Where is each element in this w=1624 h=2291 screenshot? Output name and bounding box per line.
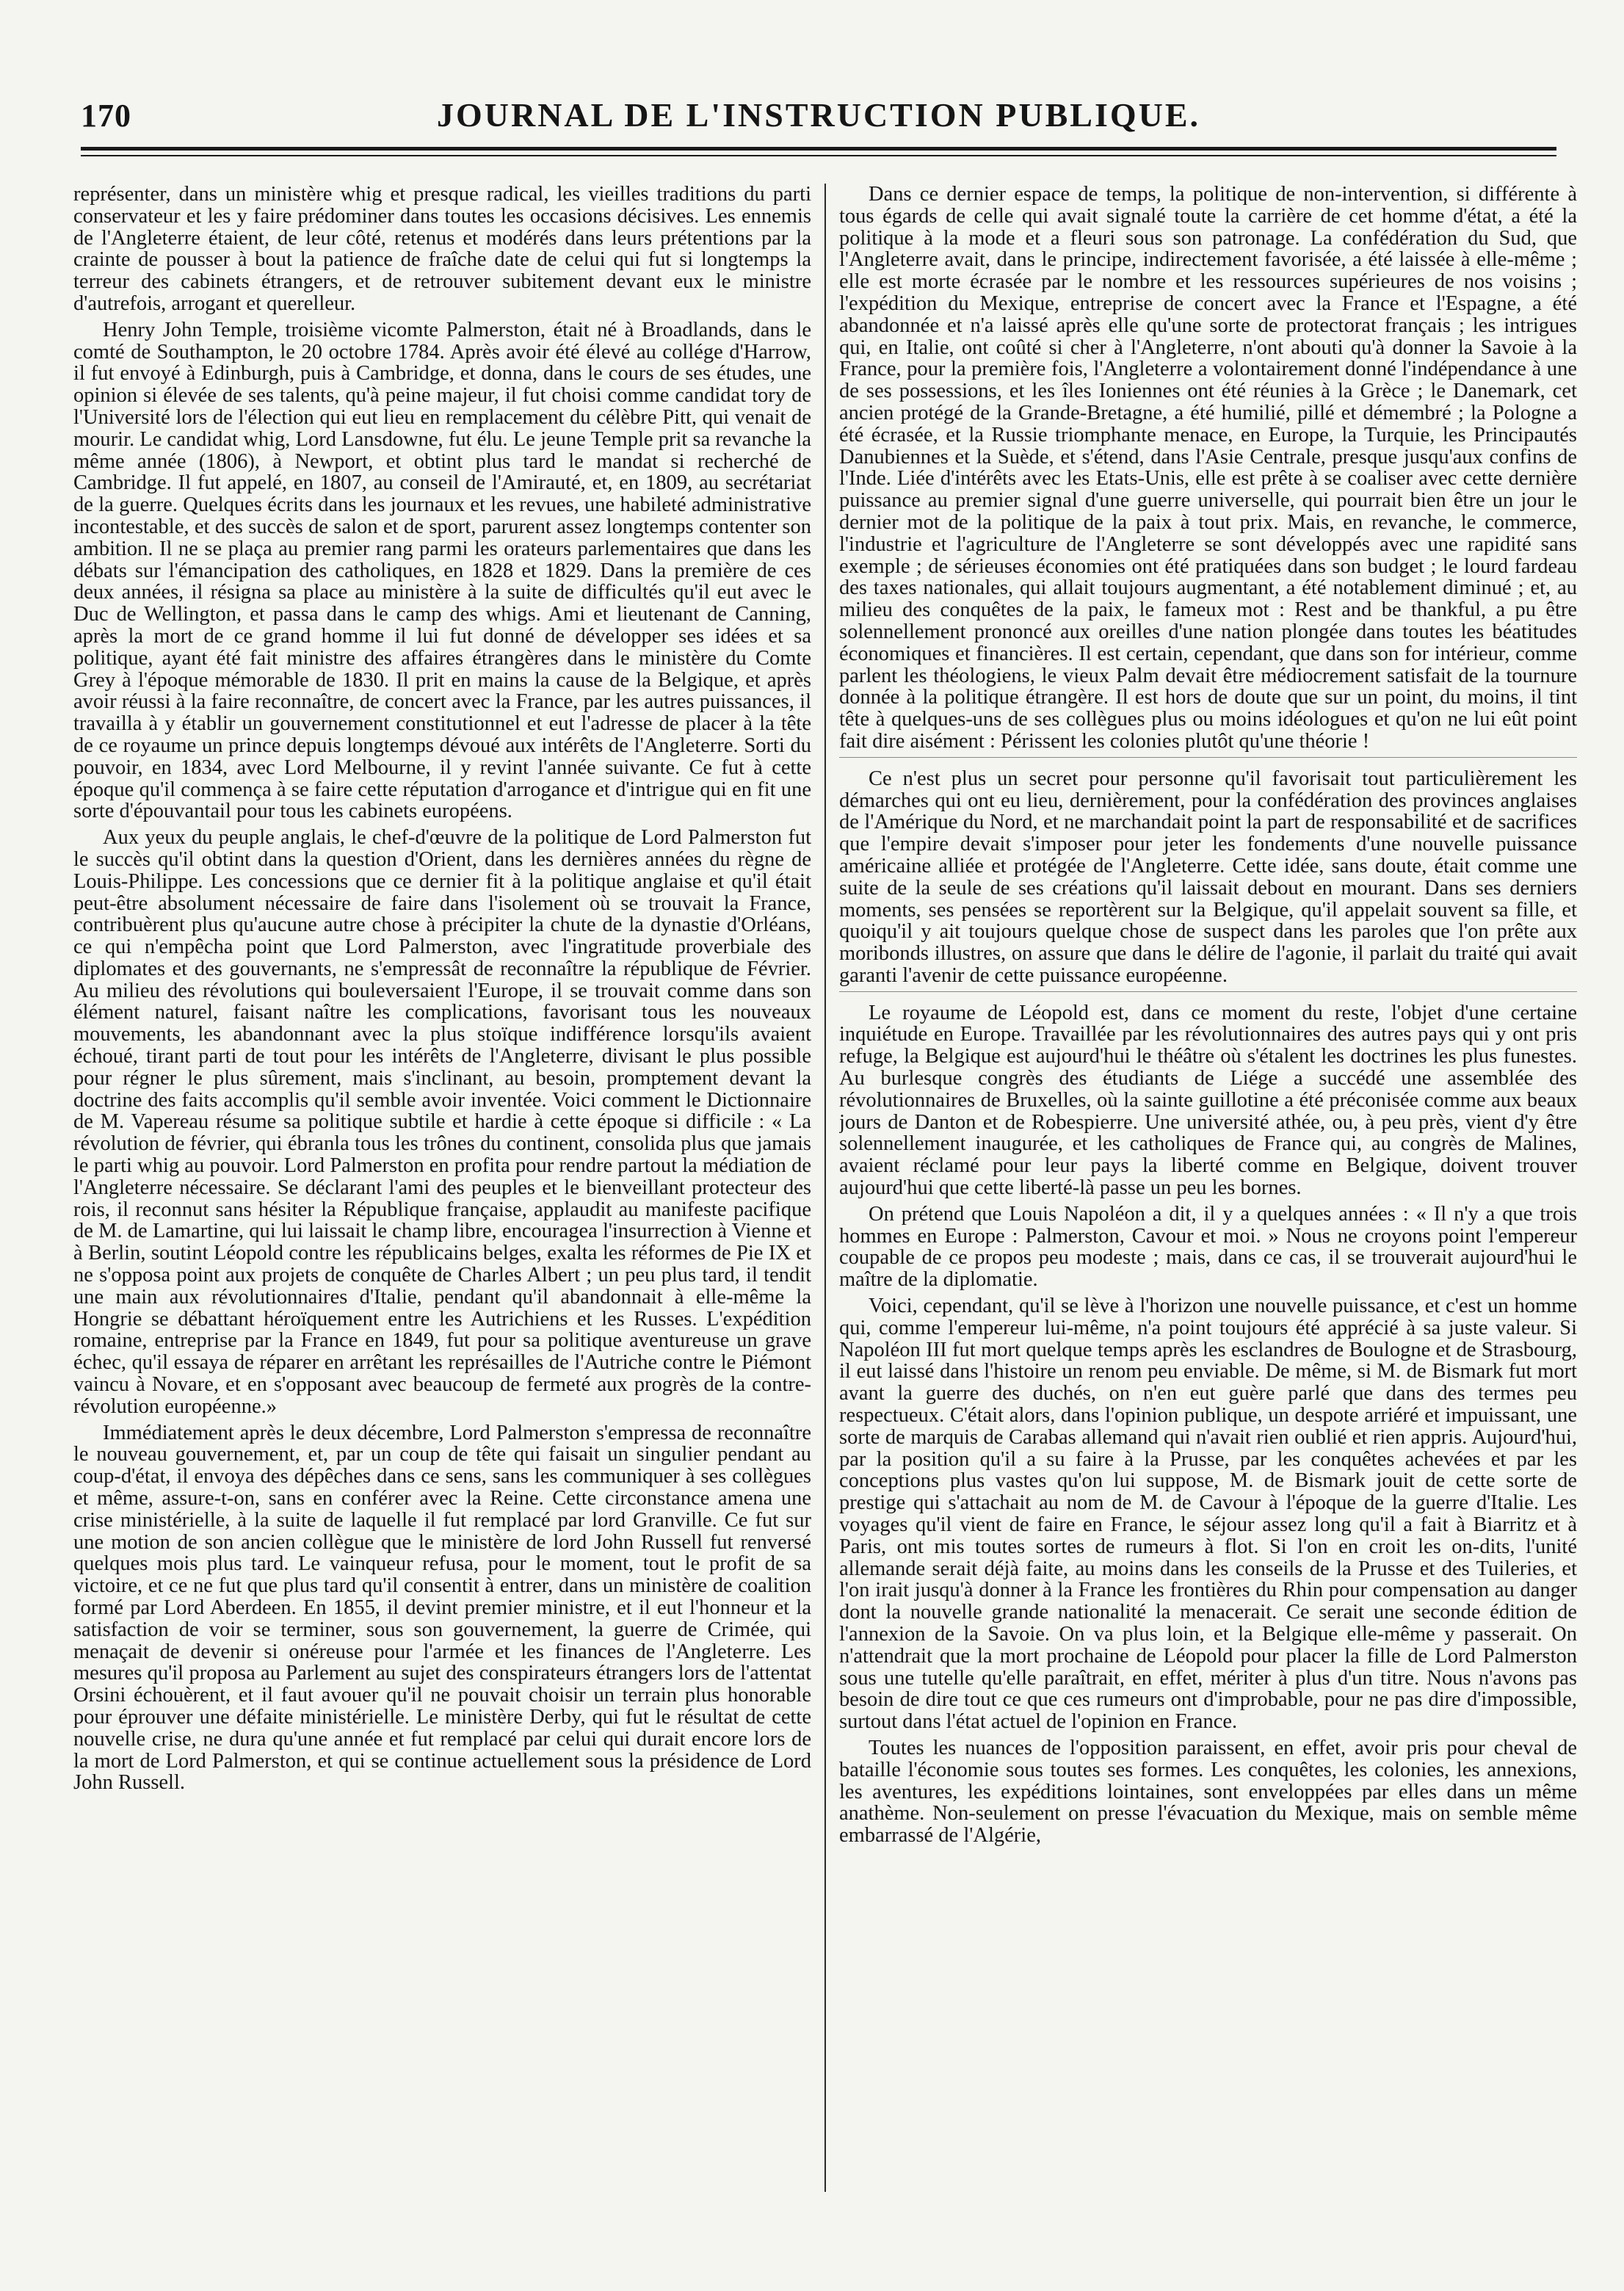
paragraph: Dans ce dernier espace de temps, la politique de non-intervention, si différente à tous égards de celle qui avait signalé toute la carrière de cet homme d'état, a été la politique à la mode et a fleuri sous son patronage. La confédération du Sud, que l'Angleterre avait, dans le principe, indirectement favorisée, a été laissée à elle-même ; elle est morte écrasée par le nombre et les ressources supérieures de nos voisins ; l'expédition du Mexique, entreprise de concert avec la France et l'Espagne, a été abandonnée et n'a laissé après elle qu'une sorte de protectorat français ; les intrigues qui, en Italie, ont coûté si cher à l'Angleterre, n'ont abouti qu'à donner la Savoie à la France, pour la première fois, l'Angleterre a volontairement donné l'indépendance à une de ses possessions, et les îles Ioniennes ont été réunies à la Grèce ; le Danemark, cet ancien protégé de la Grande-Bretagne, a été humilié, pillé et démembré ; la Pologne a été écrasée, et la Russie triomphante menace, en Europe, la Turquie, les Principautés Danubiennes et la Suède, et s'étend, dans l'Asie Centrale, presque jusqu'aux confins de l'Inde. Liée d'intérêts avec les Etats-Unis, elle est prête à se coaliser avec cette dernière puissance au premier signal d'une guerre universelle, qui pourrait bien être un jour le dernier mot de la politique de la paix à tout prix. Mais, en revanche, le commerce, l'industrie et l'agriculture de l'Angleterre se sont développés avec une rapidité sans exemple ; de sérieuses économies ont été pratiquées dans son budget ; le lourd fardeau des taxes nationales, qui allait toujours augmentant, a été notablement diminué ; et, au milieu des conquêtes de la paix, le fameux mot : Rest and be thankful, a pu être solennellement prononcé aux oreilles d'une nation plongée dans toutes les béatitudes économiques et financières. Il est certain, cependant, que dans son for intérieur, comme parlent les théologiens, le vieux Palm devait être médiocrement satisfait de la tournure donnée à la politique étrangère. Il est hors de doute que sur un point, du moins, il tint tête à quelques-uns de ses collègues plus ou moins idéologues et qu'on ne lui eût point fait dire aisément : Périssent les colonies plutôt qu'une théorie !: [839, 184, 1577, 758]
paragraph: Aux yeux du peuple anglais, le chef-d'œuvre de la politique de Lord Palmerston fut le succès qu'il obtint dans la question d'Orient, dans les dernières années du règne de Louis-Philippe. Les concessions que ce dernier fit à la politique anglaise et qu'il était peut-être absolument nécessaire de faire dans l'isolement où se trouvait la France, contribuèrent plus qu'aucune autre chose à précipiter la chute de la dynastie d'Orléans, ce qui n'empêcha point que Lord Palmerston, avec l'ingratitude proverbiale des diplomates et des gouvernants, ne s'empressât de reconnaître la république de Février. Au milieu des révolutions qui bouleversaient l'Europe, il se trouvait comme dans son élément naturel, faisant naître les complications, favorisant tous les nouveaux mouvements, les abandonnant avec la plus stoïque indifférence lorsqu'ils avaient échoué, tirant parti de tout pour les intérêts de l'Angleterre, divisant le plus possible pour régner le plus sûrement, mais s'inclinant, au besoin, promptement devant la doctrine des faits accomplis qu'il semble avoir inventée. Voici comment le Dictionnaire de M. Vapereau résume sa politique subtile et hardie à cette époque si difficile : « La révolution de février, qui ébranla tous les trônes du continent, consolida plus que jamais le parti whig au pouvoir. Lord Palmerston en profita pour rendre partout la médiation de l'Angleterre nécessaire. Se déclarant l'ami des peuples et le bienveillant protecteur des rois, il reconnut sans hésiter la République française, applaudit au manifeste pacifique de M. de Lamartine, qui lui laissait le champ libre, encouragea l'insurrection à Vienne et à Berlin, soutint Léopold contre les républicains belges, exalta les réformes de Pie IX et ne s'opposa point aux projets de conquête de Charles Albert ; un peu plus tard, il tendit une main aux révolutionnaires d'Italie, pendant qu'il abandonnait à elle-même la Hongrie se débattant héroïquement entre les Autrichiens et les Russes. L'expédition romaine, entreprise par la France en 1849, fut pour sa politique aventureuse un grave échec, qu'il essaya de réparer en arrêtant les représailles de l'Autriche contre le Piémont vaincu à Novare, et en s'opposant avec beaucoup de fermeté aux progrès de la contre-révolution européenne.»: [73, 826, 811, 1418]
paragraph: Toutes les nuances de l'opposition paraissent, en effet, avoir pris pour cheval de bataille l'économie sous toutes ses formes. Les conquêtes, les colonies, les annexions, les aventures, les expéditions lointaines, sont enveloppées par elles dans un même anathème. Non-seulement on presse l'évacuation du Mexique, mais on semble même embarrassé de l'Algérie,: [839, 1736, 1577, 1847]
paragraph: représenter, dans un ministère whig et presque radical, les vieilles traditions du parti conservateur et les y faire prédominer dans toutes les occasions décisives. Les ennemis de l'Angleterre étaient, de leur côté, retenus et modérés dans leurs prétentions par la crainte de pousser à bout la patience de fraîche date de celui qui fut si longtemps la terreur des cabinets étrangers, et de retrouver subitement devant eux le ministre d'autrefois, arrogant et querelleur.: [73, 184, 811, 315]
paragraph: On prétend que Louis Napoléon a dit, il y a quelques années : « Il n'y a que trois hommes en Europe : Palmerston, Cavour et moi. » Nous ne croyons point l'empereur coupable de ce propos peu modeste ; mais, dans ce cas, il se trouverait aujourd'hui le maître de la diplomatie.: [839, 1202, 1577, 1292]
right-column: [839, 184, 1577, 2192]
paragraph: Immédiatement après le deux décembre, Lord Palmerston s'empressa de reconnaître le nouveau gouvernement, et, par un coup de tête qui faisait un singulier pendant au coup-d'état, il envoya des dépêches dans ce sens, sans les communiquer à ses collègues et même, assure-t-on, sans en conférer avec la Reine. Cette circonstance amena une crise ministérielle, à la suite de laquelle il fut remplacé par lord Granville. Ce fut sur une motion de son ancien collègue que le ministère de lord John Russell fut renversé quelques mois plus tard. Le vainqueur refusa, pour le moment, tout le profit de sa victoire, et ce ne fut que plus tard qu'il consentit à entrer, dans un ministère de coalition formé par Lord Aberdeen. En 1855, il devint premier ministre, et il eut l'honneur et la satisfaction de voir se terminer, sous son gouvernement, la guerre de Crimée, qui menaçait de devenir si onéreuse pour l'armée et les finances de l'Angleterre. Les mesures qu'il proposa au Parlement au sujet des conspirateurs étrangers lors de l'attentat Orsini échouèrent, et il faut avouer qu'il ne pouvait choisir un terrain plus honorable pour éprouver une défaite ministérielle. Le ministère Derby, qui fut le résultat de cette nouvelle crise, ne dura qu'une année et fut remplacé par celui qui durait encore lors de la mort de Lord Palmerston, et qui se continue actuellement sous la présidence de Lord John Russell.: [73, 1421, 811, 1795]
paragraph: Le royaume de Léopold est, dans ce moment du reste, l'objet d'une certaine inquiétude en Europe. Travaillée par les révolutionnaires des autres pays qui y ont pris refuge, la Belgique est aujourd'hui le théâtre où s'étalent les doctrines les plus funestes. Au burlesque congrès des étudiants de Liége a succédé une assemblée des révolutionnaires de Bruxelles, où la sainte guillotine a été préconisée comme aux beaux jours de Danton et de Robespierre. Une université athée, ou, à peu près, vient d'y être solennellement inaugurée, et les catholiques de France qui, au congrès de Malines, avaient réclamé pour leur pays la liberté comme en Belgique, doivent trouver aujourd'hui que cette liberté-là passe un peu les bornes.: [839, 1001, 1577, 1200]
paragraph: Ce n'est plus un secret pour personne qu'il favorisait tout particulièrement les démarches qui ont eu lieu, dernièrement, pour la confédération des provinces anglaises de l'Amérique du Nord, et ne marchandait point la part de responsabilité et de sacrifices que l'empire devait s'imposer pour jeter les fondements d'une nouvelle puissance américaine alliée et protégée de l'Angleterre. Cette idée, sans doute, était comme une suite de la seule de ses créations qu'il laissait debout en mourant. Dans ses derniers moments, ses pensées se reportèrent sur la Belgique, qu'il appelait souvent sa fille, et quoiqu'il y ait toujours quelque chose de suspect dans les paroles que l'on prête aux moribonds illustres, on assure que dans le délire de l'agonie, il parlait du traité qui avait garanti l'avenir de cette puissance européenne.: [839, 768, 1577, 992]
paragraph: Henry John Temple, troisième vicomte Palmerston, était né à Broadlands, dans le comté de Southampton, le 20 octobre 1784. Après avoir été élevé au collége d'Harrow, il fut envoyé à Edinburgh, puis à Cambridge, et donna, dans le cours de ses études, une opinion si élevée de ses talents, qu'à peine majeur, il fut choisi comme candidat tory de l'Université lors de l'élection qui eut lieu en remplacement du célèbre Pitt, qui venait de mourir. Le candidat whig, Lord Lansdowne, fut élu. Le jeune Temple prit sa revanche la même année (1806), à Newport, et obtint plus tard le mandat si recherché de Cambridge. Il fut appelé, en 1807, au conseil de l'Amirauté, et, en 1809, au secrétariat de la guerre. Quelques écrits dans les journaux et les revues, une habileté administrative incontestable, et des succès de salon et de sport, parurent assez longtemps contenter son ambition. Il ne se plaça au premier rang parmi les orateurs parlementaires que dans les débats sur l'émancipation des catholiques, en 1828 et 1829. Dans la première de ces deux années, il résigna sa place au ministère à la suite de difficultés qu'il eut avec le Duc de Wellington, et passa dans le camp des whigs. Ami et lieutenant de Canning, après la mort de ce grand homme il lui fut donné de développer ses idées et sa politique, ayant été fait ministre des affaires étrangères dans le ministère du Comte Grey à l'époque mémorable de 1830. Il prit en mains la cause de la Belgique, et après avoir réussi à la faire reconnaître, de concert avec la France, par les autres puissances, il travailla à y établir un gouvernement constitutionnel et eut l'adresse de placer à la tête de ce royaume un prince depuis longtemps dévoué aux intérêts de l'Angleterre. Sorti du pouvoir, en 1834, avec Lord Melbourne, il y revint l'année suivante. Ce fut à cette époque qu'il commença à se faire cette réputation d'arrogance et d'intrigue qui en fit une sorte d'épouvantail pour tous les cabinets européens.: [73, 318, 811, 823]
header-rule-thick: [81, 147, 1556, 151]
page-header: [81, 87, 1556, 145]
header-rule-thin: [81, 155, 1556, 156]
left-column: [73, 184, 811, 2192]
journal-title: JOURNAL DE L'INSTRUCTION PUBLIQUE.: [436, 96, 1201, 134]
column-divider: [824, 184, 826, 2192]
paragraph: Voici, cependant, qu'il se lève à l'horizon une nouvelle puissance, et c'est un homme qui, comme l'empereur lui-même, n'a point toujours été apprécié à sa juste valeur. Si Napoléon III fut mort quelque temps après les esclandres de Boulogne et de Strasbourg, il eut laissé dans l'histoire un renom peu enviable. De même, si M. de Bismark fut mort avant la guerre des duchés, on n'en eut guère parlé que dans des termes peu respectueux. C'était alors, dans l'opinion publique, un despote arriéré et impuissant, une sorte de marquis de Carabas allemand qui n'avait rien oublié et rien appris. Aujourd'hui, par la position qu'il a su faire à la Prusse, par les conquêtes achevées et par les conceptions plus vastes qu'on lui suppose, M. de Bismark jouit de cette sorte de prestige qui s'attachait au nom de M. de Cavour à l'époque de la guerre d'Italie. Les voyages qu'il vient de faire en France, le séjour assez long qu'il a fait à Biarritz et à Paris, ont mis toutes sortes de rumeurs à flot. Si l'on en croit les on-dits, l'unité allemande serait déjà faite, au moins dans les conseils de la Prusse et des Tuileries, et l'on irait jusqu'à donner à la France les frontières du Rhin pour compensation au danger dont la nouvelle grande nationalité la menacerait. Ce serait une seconde édition de l'annexion de la Savoie. On va plus loin, et la Belgique elle-même y passerait. On n'attendrait que la mort prochaine de Léopold pour placer la fille de Lord Palmerston sous une tutelle qu'elle paraîtrait, en effet, mériter à plus d'un titre. Nous n'avons pas besoin de dire tout ce que ces rumeurs ont d'improbable, pour ne pas dire d'impossible, surtout dans l'état actuel de l'opinion en France.: [839, 1295, 1577, 1734]
page-number: 170: [81, 98, 131, 134]
